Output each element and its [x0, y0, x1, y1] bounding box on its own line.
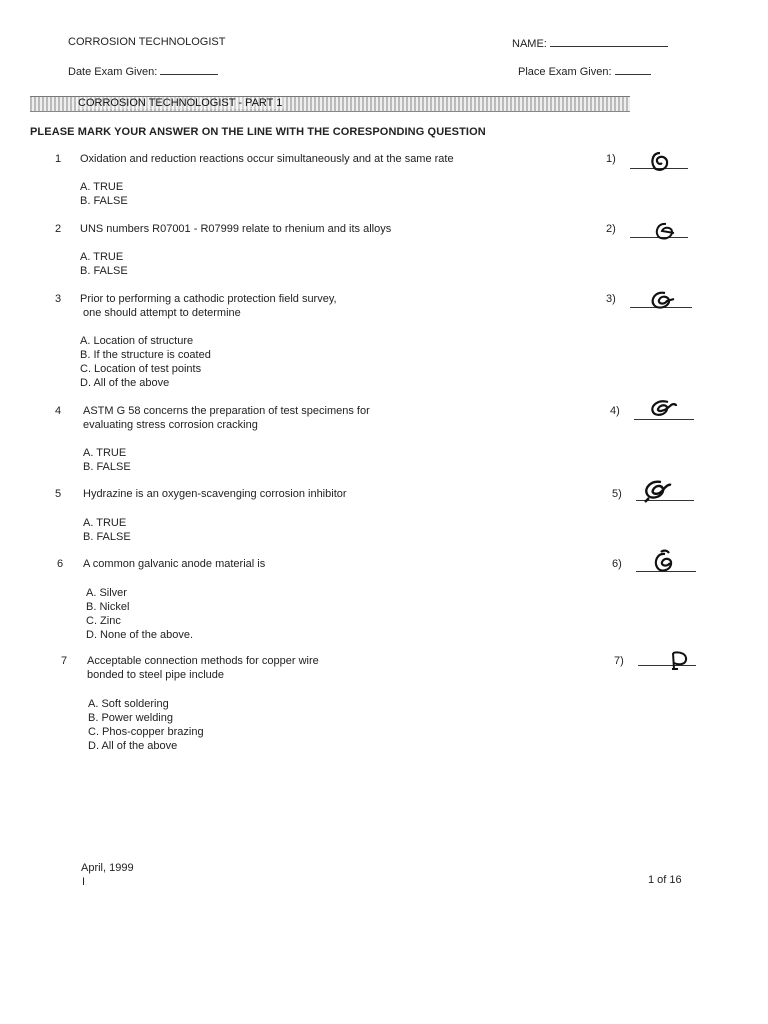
- page-number: 1 of 16: [648, 874, 682, 886]
- name-blank[interactable]: [550, 36, 668, 47]
- name-label: NAME:: [512, 38, 547, 50]
- handwritten-answer-mark: [641, 478, 673, 504]
- question-number: 5: [54, 488, 62, 500]
- option-a[interactable]: A. TRUE: [80, 251, 124, 263]
- question-text: bonded to steel pipe include: [87, 669, 224, 681]
- handwritten-answer-mark: [668, 649, 690, 673]
- exam-title: CORROSION TECHNOLOGIST: [68, 36, 226, 48]
- question-text: Oxidation and reduction reactions occur simultaneously and at the same rate: [80, 153, 454, 165]
- option-b[interactable]: B. FALSE: [83, 461, 131, 473]
- question-text: ASTM G 58 concerns the preparation of test specimens for: [83, 405, 370, 417]
- handwritten-answer-mark: [652, 221, 678, 241]
- section-title: CORROSION TECHNOLOGIST - PART 1: [78, 97, 283, 109]
- option-d[interactable]: D. All of the above: [88, 740, 178, 752]
- footer-mark: I: [82, 876, 86, 888]
- date-field[interactable]: [68, 64, 218, 78]
- answer-label: 7): [614, 655, 624, 667]
- option-c[interactable]: C. Zinc: [86, 615, 121, 627]
- question-text: UNS numbers R07001 - R07999 relate to rhenium and its alloys: [80, 223, 392, 235]
- option-d[interactable]: D. All of the above: [80, 377, 170, 389]
- question-text: A common galvanic anode material is: [83, 558, 266, 570]
- option-b[interactable]: B. Nickel: [86, 601, 130, 613]
- option-d[interactable]: D. None of the above.: [86, 629, 194, 641]
- option-a[interactable]: A. Soft soldering: [88, 698, 169, 710]
- handwritten-answer-mark: [646, 398, 678, 420]
- question-number: 4: [54, 405, 62, 417]
- question-number: 7: [60, 655, 68, 667]
- section-header-bar: [30, 96, 630, 112]
- question-number: 6: [56, 558, 64, 570]
- answer-label: 1): [606, 153, 616, 165]
- answer-label: 5): [612, 488, 622, 500]
- place-label: Place Exam Given:: [518, 66, 612, 78]
- handwritten-answer-mark: [647, 290, 677, 312]
- option-a[interactable]: A. Silver: [86, 587, 127, 599]
- answer-label: 6): [612, 558, 622, 570]
- question-text: Acceptable connection methods for copper wire: [87, 655, 319, 667]
- name-field[interactable]: [512, 36, 668, 50]
- question-text: Hydrazine is an oxygen-scavenging corrosion inhibitor: [83, 488, 347, 500]
- date-label: Date Exam Given:: [68, 66, 158, 78]
- question-text: Prior to performing a cathodic protection field survey,: [80, 293, 337, 305]
- option-b[interactable]: B. If the structure is coated: [80, 349, 211, 361]
- option-b[interactable]: B. FALSE: [83, 531, 131, 543]
- handwritten-answer-mark: [648, 150, 672, 174]
- question-number: 3: [54, 293, 62, 305]
- answer-label: 2): [606, 223, 616, 235]
- date-blank[interactable]: [160, 64, 218, 75]
- option-c[interactable]: C. Phos-copper brazing: [88, 726, 204, 738]
- option-c[interactable]: C. Location of test points: [80, 363, 202, 375]
- question-number: 2: [54, 223, 62, 235]
- option-b[interactable]: B. Power welding: [88, 712, 173, 724]
- instructions: PLEASE MARK YOUR ANSWER ON THE LINE WITH THE CORESPONDING QUESTION: [30, 126, 486, 138]
- option-a[interactable]: A. TRUE: [80, 181, 124, 193]
- option-b[interactable]: B. FALSE: [80, 195, 128, 207]
- answer-label: 4): [610, 405, 620, 417]
- option-a[interactable]: A. Location of structure: [80, 335, 194, 347]
- question-text: evaluating stress corrosion cracking: [83, 419, 258, 431]
- footer-date: April, 1999: [81, 862, 134, 874]
- handwritten-answer-mark: [651, 548, 677, 576]
- place-blank[interactable]: [615, 64, 651, 75]
- option-a[interactable]: A. TRUE: [83, 447, 127, 459]
- answer-label: 3): [606, 293, 616, 305]
- place-field[interactable]: [518, 64, 651, 78]
- question-text: one should attempt to determine: [83, 307, 241, 319]
- option-b[interactable]: B. FALSE: [80, 265, 128, 277]
- option-a[interactable]: A. TRUE: [83, 517, 127, 529]
- question-number: 1: [54, 153, 62, 165]
